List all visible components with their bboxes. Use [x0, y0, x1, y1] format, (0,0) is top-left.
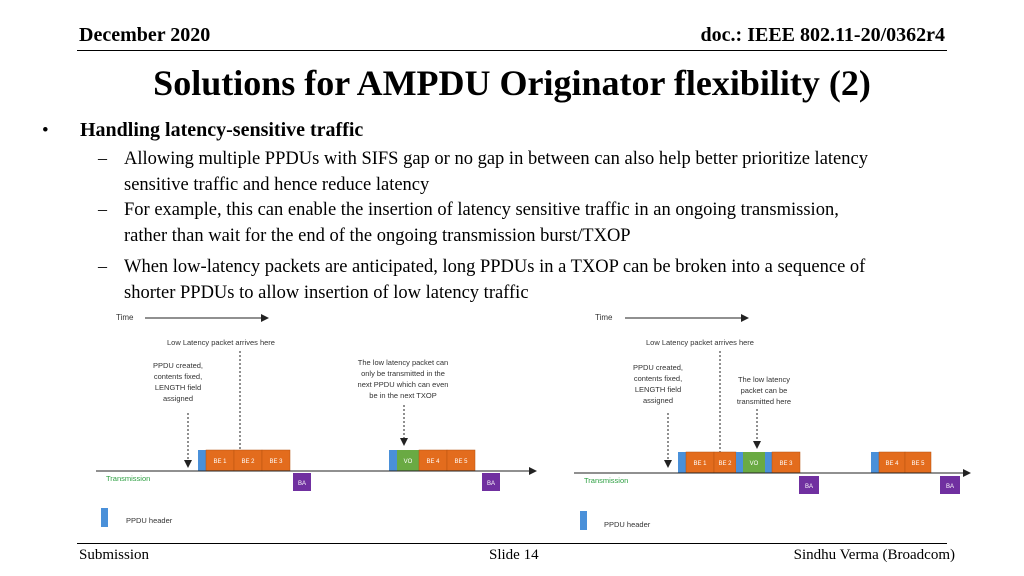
dash-3: – — [98, 256, 107, 276]
ppdu-note-line: LENGTH field — [634, 385, 682, 394]
dash-1: – — [98, 148, 107, 168]
bullet-symbol: • — [42, 120, 49, 141]
ll-note-line: next PPDU which can even — [357, 380, 449, 389]
ll-note — [358, 358, 449, 400]
diagram-right — [570, 305, 980, 535]
header-divider — [77, 50, 947, 51]
time-label: Time — [116, 313, 134, 322]
be-block-label: BE 4 — [885, 461, 899, 467]
ppdu-header-block — [736, 452, 743, 473]
ll-note-line: The low latency — [737, 375, 791, 384]
sub-bullet-1-line-1: Allowing multiple PPDUs with SIFS gap or no gap in between can also help better prioritize latency — [124, 149, 868, 169]
be-block-label: BE 3 — [779, 461, 793, 467]
ppdu-note-line: contents fixed, — [153, 372, 203, 381]
ppdu-note-line: contents fixed, — [633, 374, 683, 383]
ll-note-line: packet can be — [740, 386, 788, 395]
sub-bullet-2-line-1: For example, this can enable the insertion of latency sensitive traffic in an ongoing transmission, — [124, 200, 839, 220]
footer-divider — [77, 543, 947, 544]
diagram-left — [90, 305, 545, 535]
ll-note-line: only be transmitted in the — [361, 369, 445, 378]
ba-label: BA — [804, 484, 814, 490]
legend-swatch — [580, 511, 587, 530]
footer-author: Sindhu Verma (Broadcom) — [793, 547, 955, 563]
ba-label: BA — [297, 481, 307, 487]
ppdu-header-block — [871, 452, 879, 473]
be-block-label: BE 2 — [241, 459, 255, 465]
header-doc-id: doc.: IEEE 802.11-20/0362r4 — [700, 24, 945, 46]
be-block-label: BE 1 — [693, 461, 707, 467]
ll-note-line: The low latency packet can — [357, 358, 449, 367]
legend-label: PPDU header — [126, 516, 173, 525]
sub-bullet-3 — [124, 254, 1004, 306]
be-block-label: BE 4 — [426, 459, 440, 465]
ppdu-note-line: PPDU created, — [632, 363, 684, 372]
ll-note-line: transmitted here — [736, 397, 792, 406]
slide-title: Solutions for AMPDU Originator flexibility (2) — [153, 63, 871, 103]
ppdu-header-block — [765, 452, 772, 473]
be-block-label: BE 1 — [213, 459, 227, 465]
sub-bullet-2 — [124, 197, 1004, 249]
legend-label: PPDU header — [604, 520, 651, 529]
arrival-label: Low Latency packet arrives here — [167, 338, 275, 347]
legend-swatch — [101, 508, 108, 527]
ppdu-note-line: LENGTH field — [154, 383, 202, 392]
footer-slide-number: Slide 14 — [489, 547, 539, 563]
sub-bullet-2-line-2: rather than wait for the end of the ongoing transmission burst/TXOP — [124, 226, 631, 246]
be-block-label: BE 3 — [269, 459, 283, 465]
footer-submission: Submission — [79, 547, 150, 563]
ppdu-header-block — [389, 450, 397, 471]
ppdu-note — [633, 363, 683, 405]
sub-bullet-1-line-2: sensitive traffic and hence reduce latency — [124, 175, 430, 195]
ppdu-note — [153, 361, 203, 403]
bullet-heading: Handling latency-sensitive traffic — [80, 119, 364, 141]
transmission-label: Transmission — [584, 476, 629, 485]
ppdu-note-line: assigned — [642, 396, 674, 405]
be-block-label: BE 5 — [911, 461, 925, 467]
ba-label: BA — [486, 481, 496, 487]
ppdu-header-block — [678, 452, 686, 473]
vo-block-label: VO — [749, 461, 759, 467]
ll-note-line: be in the next TXOP — [369, 391, 437, 400]
vo-block-label: VO — [403, 459, 413, 465]
ppdu-note-line: PPDU created, — [152, 361, 204, 370]
ppdu-header-block — [198, 450, 206, 471]
sub-bullet-1 — [124, 146, 1004, 198]
sub-bullet-3-line-1: When low-latency packets are anticipated, long PPDUs in a TXOP can be broken into a sequence of — [124, 257, 866, 277]
transmission-label: Transmission — [106, 474, 151, 483]
dash-2: – — [98, 199, 107, 219]
be-block-label: BE 5 — [454, 459, 468, 465]
ll-note — [737, 375, 791, 406]
ppdu-note-line: assigned — [162, 394, 194, 403]
arrival-label: Low Latency packet arrives here — [646, 338, 754, 347]
ba-label: BA — [945, 484, 955, 490]
sub-bullet-3-line-2: shorter PPDUs to allow insertion of low latency traffic — [124, 283, 529, 303]
header-date: December 2020 — [79, 24, 211, 46]
time-label: Time — [595, 313, 613, 322]
be-block-label: BE 2 — [718, 461, 732, 467]
